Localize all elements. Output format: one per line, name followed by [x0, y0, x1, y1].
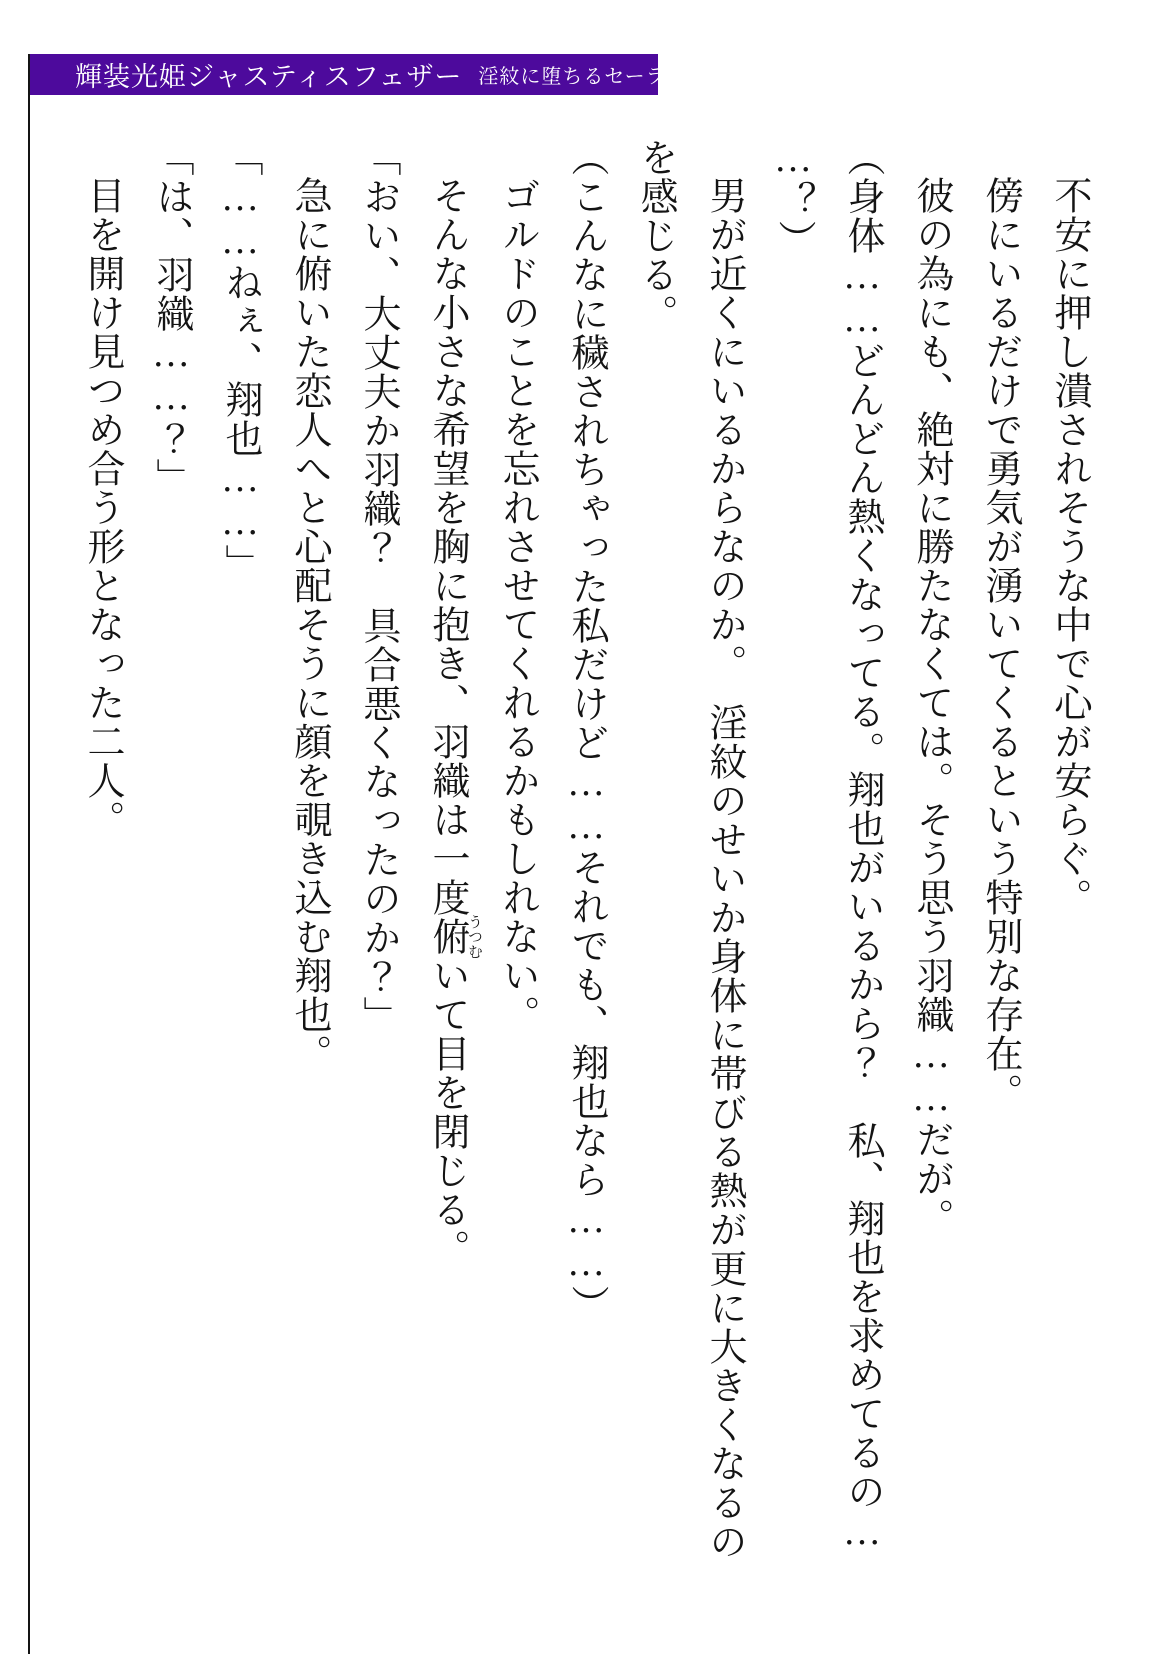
text-line: 傍にいるだけで勇気が湧いてくるという特別な存在。	[979, 176, 1021, 1112]
book-subtitle: 淫紋に堕ちるセーラーヒロイン	[478, 66, 772, 88]
text-line: 不安に押し潰されそうな中で心が安らぐ。	[1048, 176, 1090, 917]
text-line: 急に俯いた恋人へと心配そうに顔を覗き込む翔也。	[288, 176, 330, 1073]
text-line: 目を開け見つめ合う形となった二人。	[81, 176, 123, 839]
ruby-furigana: うつむ	[466, 914, 482, 959]
page-edge-line	[28, 54, 30, 1654]
book-title: 輝装光姫ジャスティスフェザー	[75, 62, 463, 92]
text-line: を感じる。	[634, 138, 676, 333]
ruby-line-pre: そんな小さな希望を胸に抱き、羽織は一度	[426, 176, 468, 917]
text-line: …？）	[772, 138, 814, 259]
text-line: 彼の為にも、絶対に勝たなくては。そう思う羽織……だが。	[910, 176, 952, 1237]
text-line: （こんなに穢されちゃった私だけど……それでも、翔也なら……）	[565, 138, 607, 1324]
text-line: （身体……どんどん熱くなってる。翔也がいるから？ 私、翔也を求めてるの…	[841, 138, 883, 1554]
text-line: ゴルドのことを忘れさせてくれるかもしれない。	[496, 176, 538, 1034]
text-line: 「おい、大丈夫か羽織？ 具合悪くなったのか？」	[357, 138, 399, 1035]
ruby-base: 俯	[426, 914, 468, 959]
text-line: 男が近くにいるからなのか。 淫紋のせいか身体に帯びる熱が更に大きくなるの	[703, 176, 745, 1561]
ruby-word	[426, 914, 482, 959]
text-line-with-ruby	[412, 138, 482, 1598]
ruby-line-post: いて目を閉じる。	[426, 956, 468, 1268]
text-line: 「……ねぇ、翔也……」	[219, 138, 261, 583]
header-bar	[30, 54, 772, 95]
novel-text-block	[67, 138, 1103, 1598]
text-line: 「は、羽織……？」	[150, 138, 192, 497]
